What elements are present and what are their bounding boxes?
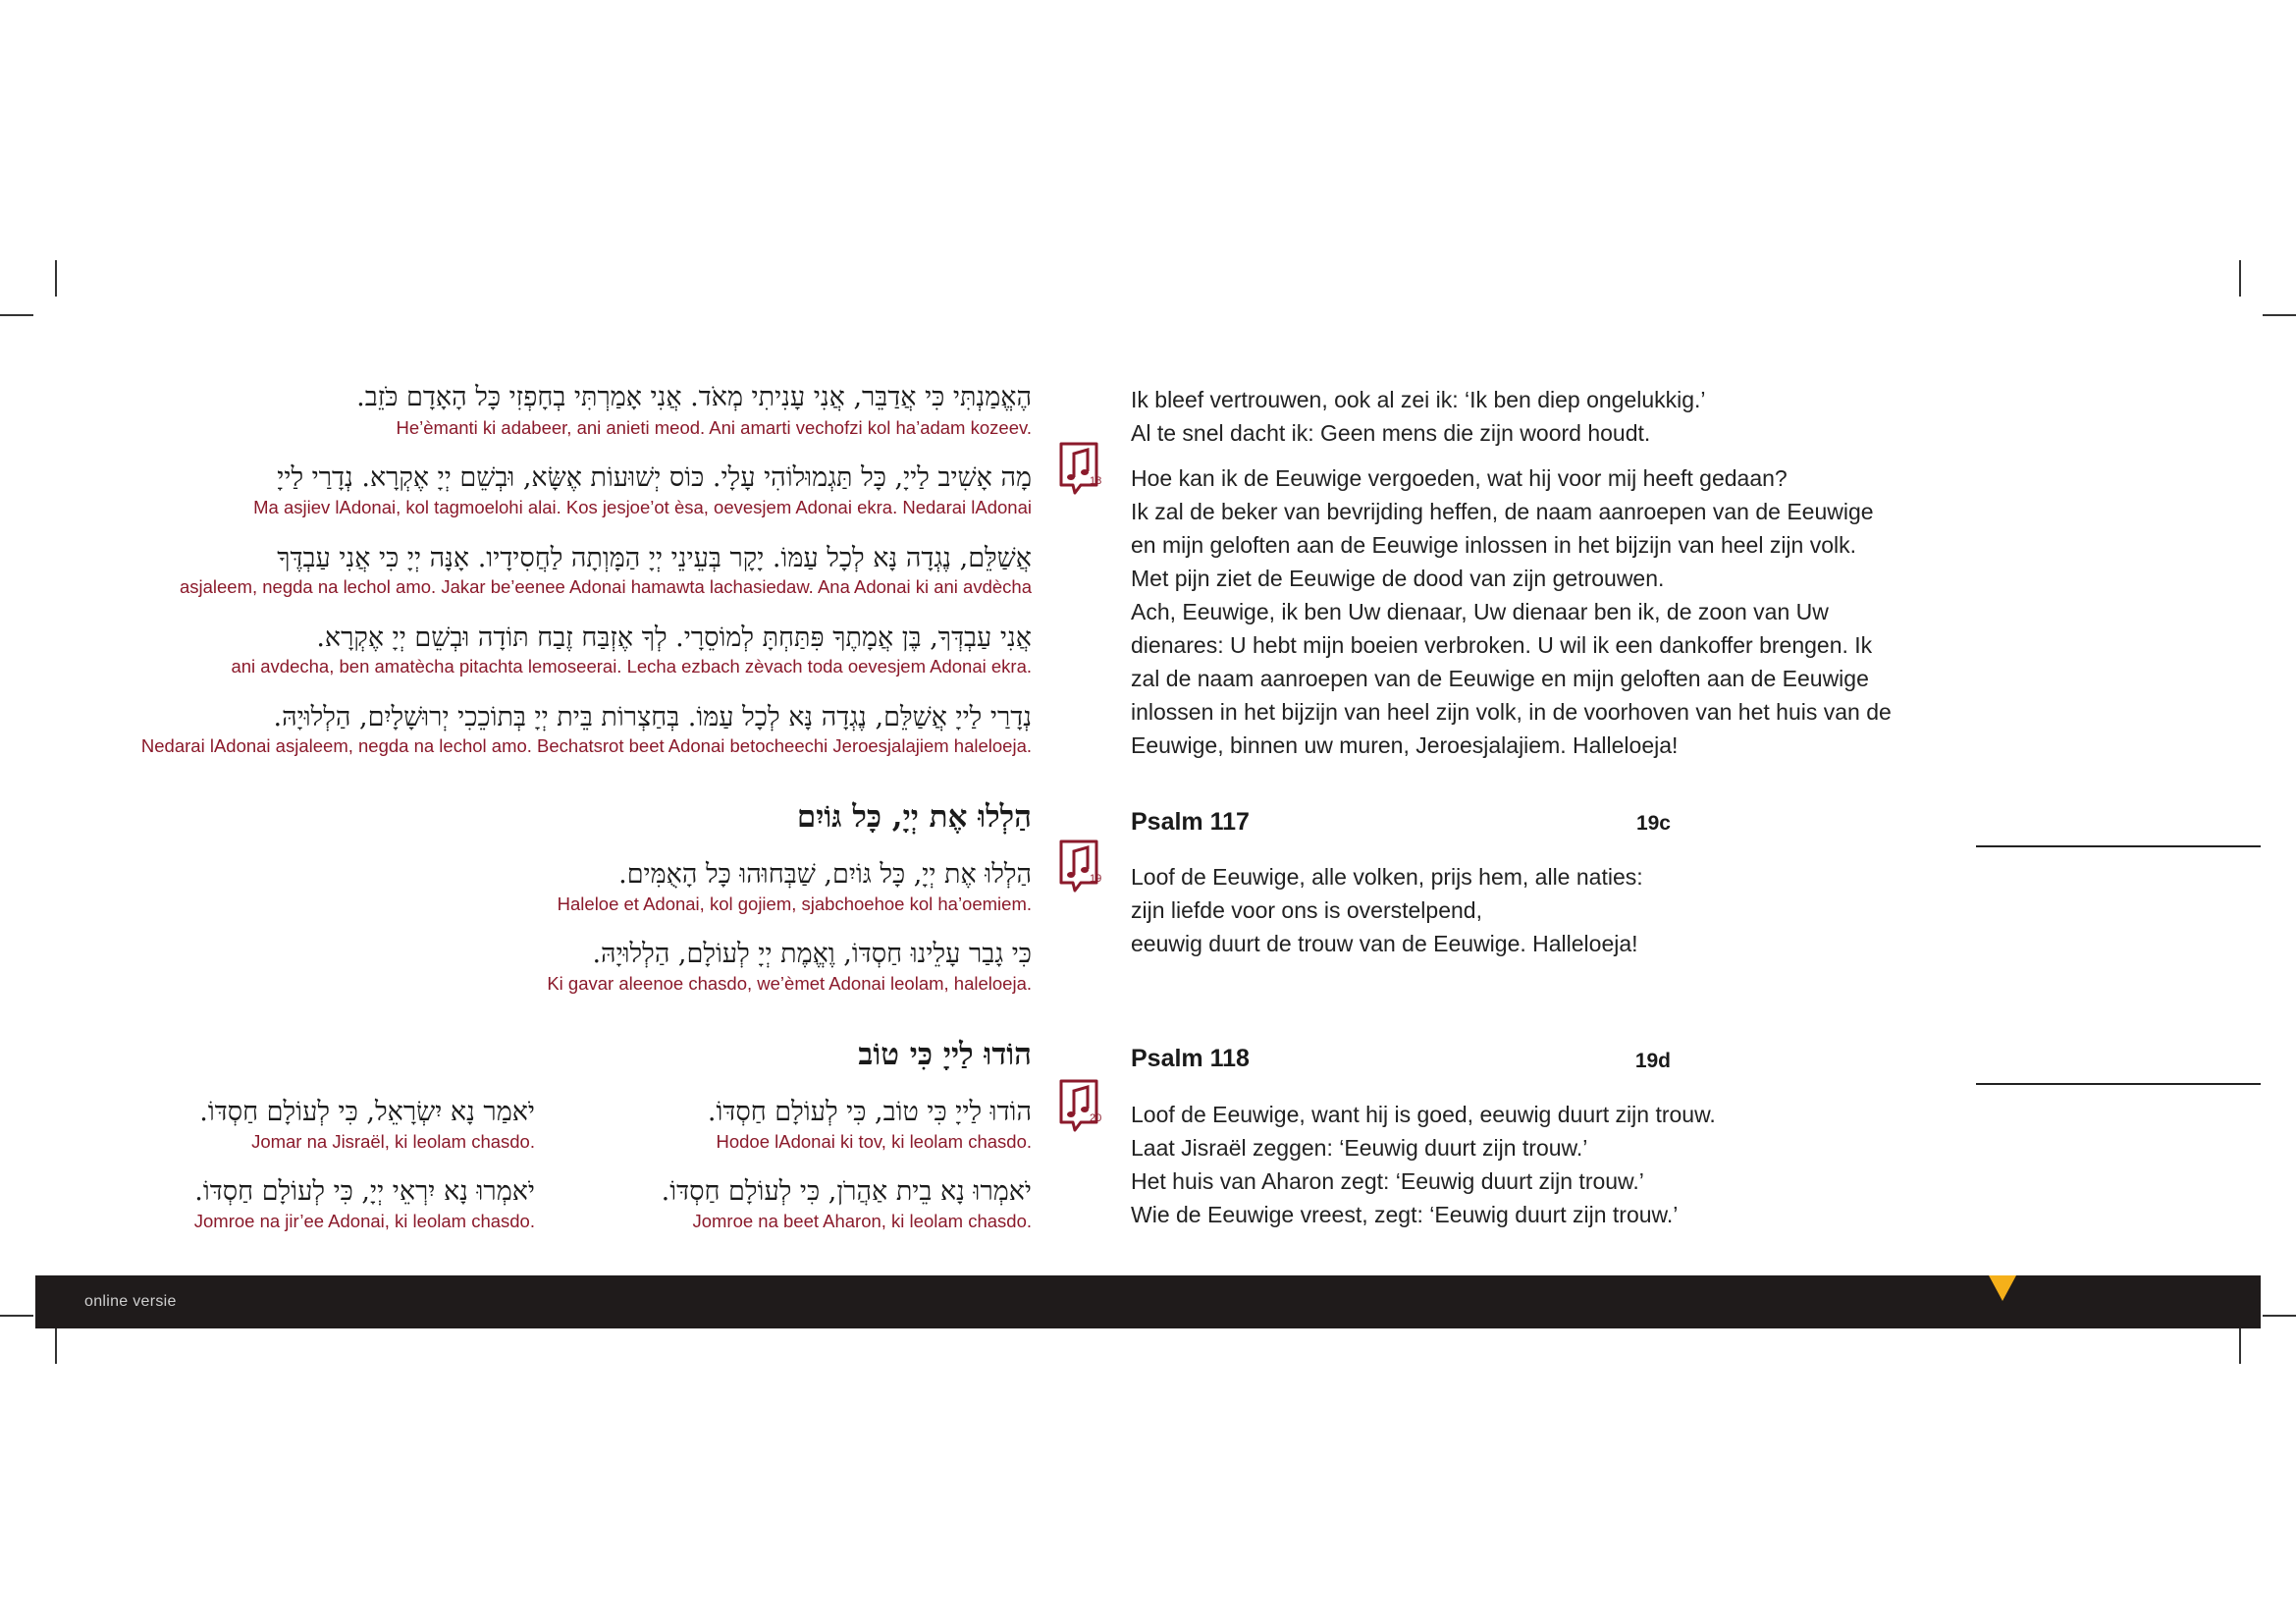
transliteration-line: ani avdecha, ben amatècha pitachta lemoseerai. Lecha ezbach zèvach toda oevesjem Adonai ekra. [231,656,1032,677]
hebrew-line: הֶאֱמַנְתִּי כִּי אֲדַבֵּר, אֲנִי עָנִיתִי מְאֹד. אֲנִי אָמַרְתִּי בְחָפְזִי כָּל הָאָדָם כֹּזֵב. [356,382,1032,412]
hebrew-line: נְדָרַי לַייָ אֲשַׁלֵּם, נֶגְדָה נָּא לְכָל עַמּוֹ. בְּחַצְרוֹת בֵּית יְיָ בְּתוֹכֵכִי יְרוּשָׁלָיִם, הַלְלוּיָהּ. [273,702,1032,732]
transliteration-line: Jomroe na jir’ee Adonai, ki leolam chasdo. [193,1211,535,1231]
dutch-paragraph: Loof de Eeuwige, alle volken, prijs hem, alle naties: zijn liefde voor ons is overstelpend, eeuwig duurt de trouw van de Eeuwige. Halleloeja! [1131,864,1643,956]
crop-mark [2239,260,2241,297]
hebrew-line: אֲשַׁלֵּם, נֶגְדָה נָּא לְכָל עַמּוֹ. יָקָר בְּעֵינֵי יְיָ הַמָּוְתָה לַחֲסִידָיו. אָנָּה יְיָ כִּי אֲנִי עַבְדֶּךָ [277,543,1032,573]
hebrew-line: כִּי גָבַר עָלֵינוּ חַסְדּוֹ, וֶאֱמֶת יְיָ לְעוֹלָם, הַלְלוּיָהּ. [592,939,1032,969]
transliteration-line: Nedarai lAdonai asjaleem, negda na lechol amo. Bechatsrot beet Adonai betocheechi Jeroesjalajiem haleloeja. [140,735,1032,756]
transliteration-line: Haleloe et Adonai, kol gojiem, sjabchoehoe kol ha’oemiem. [557,893,1032,914]
svg-text:19: 19 [1090,873,1102,885]
transliteration-line: Hodoe lAdonai ki tov, ki leolam chasdo. [716,1131,1032,1152]
footer-label: online versie [84,1293,177,1310]
psalm-hebrew-title: הַלְלוּ אֶת יְיָ, כָּל גּוֹיִם [796,799,1032,835]
psalm-rule [1976,1083,2261,1085]
psalm-number: 19c [1635,812,1671,835]
transliteration-line: Ma asjiev lAdonai, kol tagmoelohi alai. Kos jesjoe’ot èsa, oevesjem Adonai ekra. Nedarai lAdonai [253,497,1032,517]
psalm-rule [1976,845,2261,847]
hebrew-line: יֹאמַר נָא יִשְׂרָאֵל, כִּי לְעוֹלָם חַסְדּוֹ. [199,1097,535,1127]
crop-mark [0,314,33,316]
crop-mark [55,260,57,297]
hebrew-line: יֹאמְרוּ נָא בֵית אַהֲרֹן, כִּי לְעוֹלָם חַסְדּוֹ. [661,1176,1032,1207]
page-marker-triangle-icon [1989,1275,2016,1301]
crop-mark [55,1327,57,1364]
psalm-title: Psalm 118 [1131,1045,1250,1072]
crop-mark [2239,1327,2241,1364]
music-note-icon[interactable] [1057,1077,1102,1134]
crop-mark [2263,314,2296,316]
transliteration-line: Ki gavar aleenoe chasdo, we’èmet Adonai leolam, haleloeja. [547,973,1032,994]
hebrew-line: מָה אָשִׁיב לַייָ, כָּל תַּגְמוּלוֹהִי עָלָי. כּוֹס יְשׁוּעוֹת אֶשָּׂא, וּבְשֵׁם יְיָ אֶקְרָא. נְדָרַי לַייָ [277,462,1032,493]
crop-mark [2263,1315,2296,1317]
hebrew-line: יֹאמְרוּ נָא יִרְאֵי יְיָ, כִּי לְעוֹלָם חַסְדּוֹ. [194,1176,535,1207]
dutch-paragraph: Hoe kan ik de Eeuwige vergoeden, wat hij voor mij heeft gedaan? Ik zal de beker van bevrijding heffen, de naam aanroepen van de Eeuwige en mijn geloften aan de Eeuwige inlossen in het bijzijn van heel zijn volk. Met pijn ziet de Eeuwige de dood van zijn getrouwen. Ach, Eeuwige, ik ben Uw dienaar, Uw dienaar ben ik, de zoon van Uw dienares: U hebt mijn boeien verbroken. U wil ik een dankoffer brengen. Ik zal de naam aanroepen van de Eeuwige en mijn geloften aan de Eeuwige inlossen in het bijzijn van heel zijn volk, in de voorhoven van het huis van de Eeuwige, binnen uw muren, Jeroesjalajiem. Halleloeja! [1131,465,1892,758]
hebrew-line: הוֹדוּ לַייָ כִּי טוֹב, כִּי לְעוֹלָם חַסְדּוֹ. [707,1097,1032,1127]
dutch-paragraph: Ik bleef vertrouwen, ook al zei ik: ‘Ik ben diep ongelukkig.’ Al te snel dacht ik: Geen mens die zijn woord houdt. [1131,387,1706,446]
music-note-icon[interactable] [1057,838,1102,894]
transliteration-line: Jomroe na beet Aharon, ki leolam chasdo. [692,1211,1032,1231]
dutch-paragraph: Loof de Eeuwige, want hij is goed, eeuwig duurt zijn trouw. Laat Jisraël zeggen: ‘Eeuwig duurt zijn trouw.’ Het huis van Aharon zegt: ‘Eeuwig duurt zijn trouw.’ Wie de Eeuwige vreest, zegt: ‘Eeuwig duurt zijn trouw.’ [1131,1102,1716,1227]
hebrew-line: אֲנִי עַבְדְּךָ, בֶּן אֲמָתֶךָ פִּתַּחְתָּ לְמוֹסֵרָי. לְךָ אֶזְבַּח זֶבַח תּוֹדָה וּבְשֵׁם יְיָ אֶקְרָא. [316,623,1032,653]
transliteration-line: Jomar na Jisraël, ki leolam chasdo. [251,1131,535,1152]
svg-text:18: 18 [1090,475,1102,487]
hebrew-line: הַלְלוּ אֶת יְיָ, כָּל גּוֹיִם, שַׁבְּחוּהוּ כָּל הָאֻמִּים. [618,859,1032,890]
psalm-number: 19d [1634,1050,1671,1072]
transliteration-line: asjaleem, negda na lechol amo. Jakar be’eenee Adonai hamawta lachasiedaw. Ana Adonai ki ani avdècha [179,576,1032,597]
crop-mark [0,1315,33,1317]
transliteration-line: He’èmanti ki adabeer, ani anieti meod. Ani amarti vechofzi kol ha’adam kozeev. [396,417,1032,438]
music-note-icon[interactable] [1057,440,1102,497]
footer-bar [35,1275,2261,1328]
psalm-hebrew-title: הוֹדוּ לַייָ כִּי טוֹב [858,1037,1032,1072]
svg-text:20: 20 [1090,1112,1102,1124]
psalm-title: Psalm 117 [1131,808,1250,836]
